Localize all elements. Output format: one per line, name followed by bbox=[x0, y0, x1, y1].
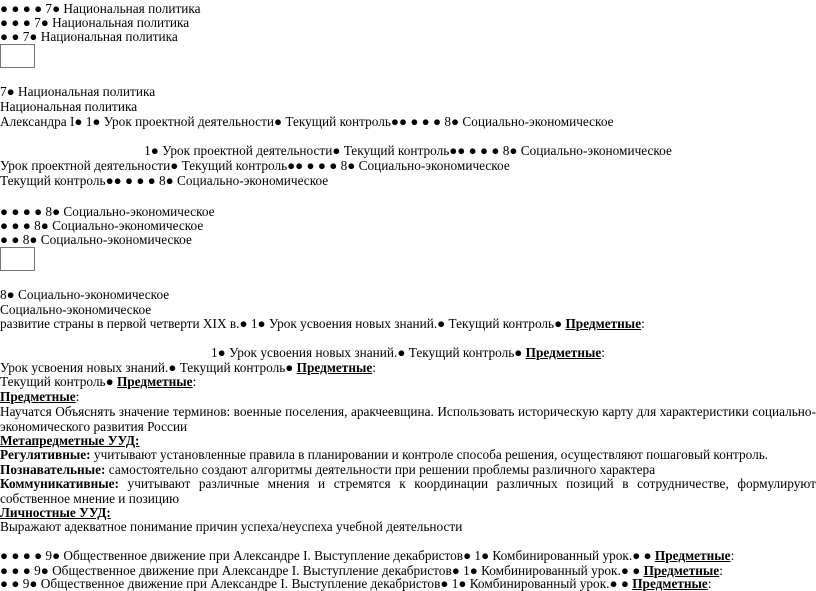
text-line: 1● Урок проектной деятельности● Текущий контроль●● ● ● ● 8● Социально-экономическое bbox=[144, 143, 672, 158]
colon: : bbox=[707, 576, 712, 591]
subject-label: Предметные bbox=[0, 389, 76, 404]
subject-label: Предметные bbox=[296, 360, 373, 375]
text-line: 8● Социально-экономическое bbox=[0, 287, 170, 302]
text-segment: 1● Урок усвоения новых знаний.● Текущий контроль● bbox=[211, 345, 526, 360]
personal-heading-line bbox=[0, 505, 111, 520]
text-line: Урок проектной деятельности● Текущий контроль●● ● ● ● 8● Социально-экономическое bbox=[0, 158, 510, 173]
colon: : bbox=[75, 389, 80, 404]
meta-heading-line bbox=[0, 433, 139, 448]
subject-label: Предметные bbox=[654, 548, 731, 563]
text-segment: ● ● 9● Общественное движение при Александре I. Выступление декабристов● 1● Комбинированный урок.● ● bbox=[0, 576, 633, 591]
colon: : bbox=[719, 563, 723, 578]
text-line bbox=[0, 345, 816, 360]
text-line bbox=[0, 576, 712, 591]
text-segment: развитие страны в первой четверти XIX в.● 1● Урок усвоения новых знаний.● Текущий контроль● bbox=[0, 316, 566, 331]
text-line: 7● Национальная политика bbox=[0, 84, 156, 99]
text-segment: Текущий контроль● bbox=[0, 374, 117, 389]
empty-box bbox=[0, 44, 35, 68]
text-line: ● ● ● 7● Национальная политика bbox=[0, 15, 190, 30]
regulative-line bbox=[0, 447, 768, 462]
communicative-line bbox=[0, 476, 816, 506]
subject-label: Предметные bbox=[525, 345, 602, 360]
cognitive-line bbox=[0, 462, 655, 477]
text-line: ● ● 8● Социально-экономическое bbox=[0, 232, 192, 247]
colon: : bbox=[730, 548, 735, 563]
text-line bbox=[0, 548, 734, 563]
regulative-label: Регулятивные: bbox=[0, 447, 91, 462]
text-segment: ● ● ● 9● Общественное движение при Александре I. Выступление декабристов● 1● Комбинированный урок.● ● bbox=[0, 563, 644, 578]
text-line bbox=[0, 389, 79, 404]
cognitive-text: самостоятельно создают алгоритмы деятельности при решении проблемы различного характера bbox=[105, 462, 656, 477]
text-line: Александра I● 1● Урок проектной деятельности● Текущий контроль●● ● ● ● 8● Социально-экономическое bbox=[0, 114, 614, 129]
communicative-label: Коммуникативные: bbox=[0, 476, 119, 491]
cognitive-label: Познавательные: bbox=[0, 462, 106, 477]
colon: : bbox=[372, 360, 376, 375]
regulative-text: учитывают установленные правила в планировании и контроле способа решения, осуществляют пошаговый контроль. bbox=[90, 447, 769, 462]
personal-text: Выражают адекватное понимание причин успеха/неуспеха учебной деятельности bbox=[0, 519, 463, 534]
text-segment: ● ● ● ● 9● Общественное движение при Александре I. Выступление декабристов● 1● Комбинированный урок.● ● bbox=[0, 548, 655, 563]
colon: : bbox=[192, 374, 197, 389]
text-line bbox=[0, 360, 376, 375]
subject-label: Предметные bbox=[632, 576, 708, 591]
subject-label: Предметные bbox=[643, 563, 720, 578]
text-line: Национальная политика bbox=[0, 99, 138, 114]
personal-heading: Личностные УУД: bbox=[0, 505, 111, 520]
text-line: ● ● 7● Национальная политика bbox=[0, 29, 178, 44]
text-line: Социально-экономическое bbox=[0, 302, 152, 317]
subject-label: Предметные bbox=[565, 316, 642, 331]
colon: : bbox=[601, 345, 605, 360]
text-line: ● ● ● ● 7● Национальная политика bbox=[0, 1, 201, 16]
text-line bbox=[0, 316, 645, 331]
text-line: Текущий контроль●● ● ● ● 8● Социально-экономическое bbox=[0, 173, 329, 188]
colon: : bbox=[641, 316, 645, 331]
text-line: ● ● ● ● 8● Социально-экономическое bbox=[0, 204, 215, 219]
communicative-text: учитывают различные мнения и стремятся к координации различных позиций в сотрудничестве, формулируют собственное мнение и позицию bbox=[0, 476, 816, 506]
text-line bbox=[0, 374, 196, 389]
subject-text: Научатся Объяснять значение терминов: военные поселения, аракчеевщина. Использовать историческую карту для характеристики социально-экономического развития России bbox=[0, 404, 816, 434]
text-segment: Урок усвоения новых знаний.● Текущий контроль● bbox=[0, 360, 297, 375]
subject-label: Предметные bbox=[116, 374, 193, 389]
meta-heading: Метапредметные УУД: bbox=[0, 433, 140, 448]
empty-box bbox=[0, 247, 35, 271]
text-line: ● ● ● 8● Социально-экономическое bbox=[0, 218, 204, 233]
